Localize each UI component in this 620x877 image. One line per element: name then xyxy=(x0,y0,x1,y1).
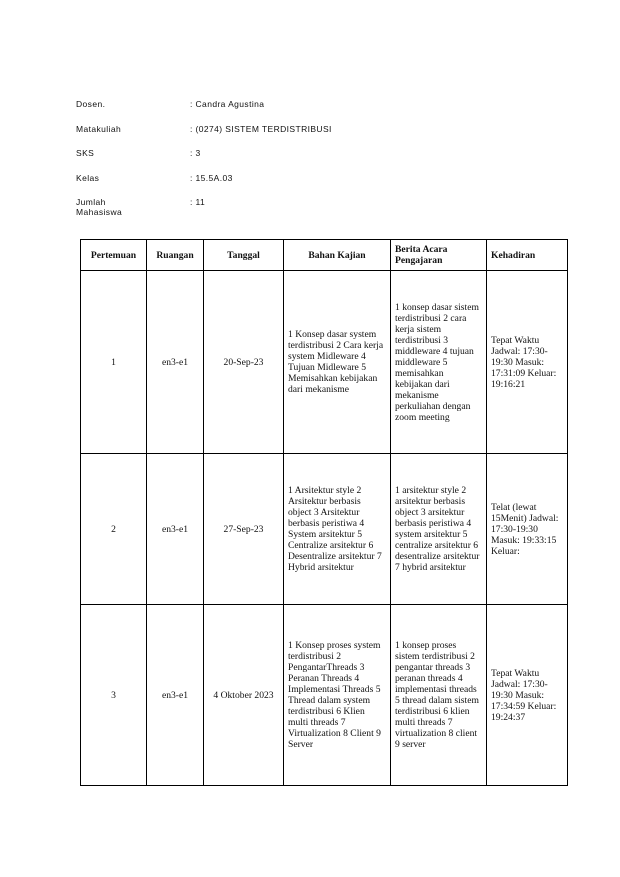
info-value: : 15.5A.03 xyxy=(190,172,233,183)
cell-kehadiran: Telat (lewat 15Menit) Jadwal: 17:30-19:30 Masuk: 19:33:15 Keluar: xyxy=(487,454,568,605)
info-label: Dosen. xyxy=(76,99,106,109)
cell-bahan-kajian: 1 Konsep proses system terdistribusi 2 PengantarThreads 3 Peranan Threads 4 Implementasi Threads 5 Thread dalam system terdistribusi 6 Klien multi threads 7 Virtualization 8 Client 9 Server xyxy=(284,605,391,786)
cell-ruangan: en3-e1 xyxy=(147,605,204,786)
cell-tanggal: 4 Oktober 2023 xyxy=(204,605,284,786)
cell-ruangan: en3-e1 xyxy=(147,271,204,454)
cell-pertemuan: 3 xyxy=(81,605,147,786)
cell-berita-acara: 1 konsep dasar sistem terdistribusi 2 cara kerja sistem terdistribusi 3 middleware 4 tujuan middleware 5 memisahkan kebijakan dari mekanisme perkuliahan dengan zoom meeting xyxy=(391,271,487,454)
col-header-tanggal: Tanggal xyxy=(204,240,284,271)
info-value: : Candra Agustina xyxy=(190,99,265,109)
table-row xyxy=(81,454,568,605)
info-value: : 3 xyxy=(190,148,201,158)
col-header-berita-acara: Berita Acara Pengajaran xyxy=(391,240,487,271)
info-value: : (0274) SISTEM TERDISTRIBUSI xyxy=(190,123,332,134)
col-header-ruangan: Ruangan xyxy=(147,240,204,271)
cell-pertemuan: 2 xyxy=(81,454,147,605)
col-header-pertemuan: Pertemuan xyxy=(81,240,147,271)
cell-berita-acara: 1 arsitektur style 2 arsitektur berbasis object 3 arsitektur berbasis peristiwa 4 system arsitektur 5 centralize arsitektur 6 desentralize arsitektur 7 hybrid arsitektur xyxy=(391,454,487,605)
info-label: SKS xyxy=(76,148,95,158)
cell-ruangan: en3-e1 xyxy=(147,454,204,605)
info-label: Jumlah Mahasiswa xyxy=(76,197,123,217)
info-label: Kelas xyxy=(76,172,100,183)
cell-kehadiran: Tepat Waktu Jadwal: 17:30-19:30 Masuk: 17:34:59 Keluar: 19:24:37 xyxy=(487,605,568,786)
cell-berita-acara: 1 konsep proses sistem terdistribusi 2 pengantar threads 3 peranan threads 4 implementasi threads 5 thread dalam sistem terdistribusi 6 klien multi threads 7 virtualization 8 client 9 server xyxy=(391,605,487,786)
table-row xyxy=(81,271,568,454)
cell-tanggal: 27-Sep-23 xyxy=(204,454,284,605)
table-row xyxy=(81,605,568,786)
info-label: Matakuliah xyxy=(76,123,122,134)
attendance-table xyxy=(80,239,568,786)
col-header-kehadiran: Kehadiran xyxy=(487,240,568,271)
table-header-row xyxy=(81,240,568,271)
cell-pertemuan: 1 xyxy=(81,271,147,454)
col-header-bahan-kajian: Bahan Kajian xyxy=(284,240,391,271)
cell-kehadiran: Tepat Waktu Jadwal: 17:30-19:30 Masuk: 17:31:09 Keluar: 19:16:21 xyxy=(487,271,568,454)
cell-bahan-kajian: 1 Arsitektur style 2 Arsitektur berbasis object 3 Arsitektur berbasis peristiwa 4 System arsitektur 5 Centralize arsitektur 6 Desentralize arsitektur 7 Hybrid arsitektur xyxy=(284,454,391,605)
cell-tanggal: 20-Sep-23 xyxy=(204,271,284,454)
info-value: : 11 xyxy=(190,197,206,207)
cell-bahan-kajian: 1 Konsep dasar system terdistribusi 2 Cara kerja system Midleware 4 Tujuan Midleware 5 Memisahkan kebijakan dari mekanisme xyxy=(284,271,391,454)
